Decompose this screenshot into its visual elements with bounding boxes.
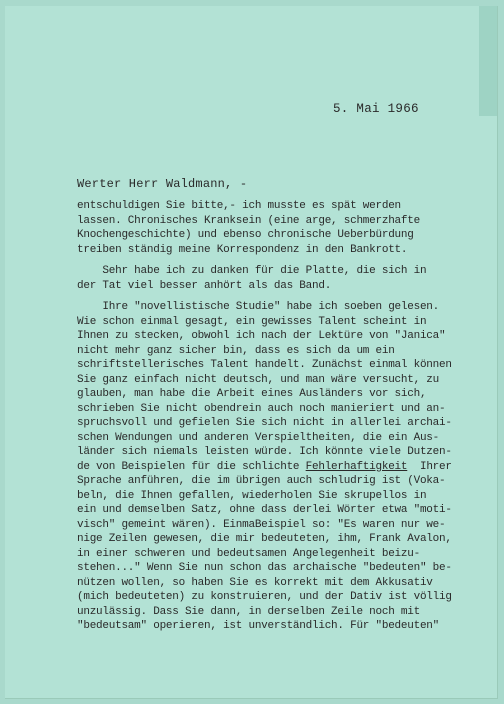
- text-line: Ihnen zu stecken, obwohl ich nach der Lektüre von "Janica": [77, 330, 446, 342]
- text-line: nützen wollen, so haben Sie es korrekt mit dem Akkusativ: [77, 576, 433, 589]
- text-line: Sie ganz einfach nicht deutsch, und man wäre versucht, zu: [77, 373, 440, 386]
- text-line: entschuldigen Sie bitte,- ich musste es spät werden: [77, 200, 401, 212]
- text-line: schen Wendungen und anderen Verspieltheiten, die ein Aus-: [77, 431, 440, 444]
- text-line: (mich bedeuteten) zu konstruieren, und der Dativ ist völlig: [77, 591, 452, 603]
- text-line: der Tat viel besser anhört als das Band.: [77, 279, 332, 292]
- text-line: glauben, man habe die Arbeit eines Ausländers vor sich,: [77, 388, 427, 400]
- text-line: spruchsvoll und gefielen Sie sich nicht in allerlei archai-: [77, 417, 452, 429]
- underlined-word: Fehlerhaftigkeit: [305, 460, 408, 473]
- text-line: schrieben Sie nicht obendrein auch noch manieriert und an-: [77, 402, 446, 415]
- letter-body: [77, 199, 487, 641]
- text-line: Sehr habe ich zu danken für die Platte, die sich in: [77, 265, 427, 277]
- text-line: nige Zeilen gewesen, die mir bedeuteten, ihm, Frank Avalon,: [77, 533, 452, 545]
- letter-date: 5. Mai 1966: [333, 102, 419, 116]
- salutation: Werter Herr Waldmann, -: [77, 177, 248, 191]
- text-line-with-underline: [77, 460, 487, 475]
- text-line: Knochengeschichte) und ebenso chronische Ueberbürdung: [77, 229, 414, 241]
- paragraph-2: [77, 264, 487, 293]
- text-line: Sprache anführen, die im übrigen auch schludrig ist (Voka-: [77, 475, 446, 487]
- text-line: treiben ständig meine Korrespondenz in den Bankrott.: [77, 243, 408, 256]
- text-line: unzulässig. Dass Sie dann, in derselben Zeile noch mit: [77, 605, 420, 618]
- text-line: ein und demselben Satz, ohne dass derlei Wörter etwa "moti-: [77, 504, 452, 516]
- page-edge-tab: [479, 6, 497, 116]
- text-line: schriftstellerisches Talent handelt. Zunächst einmal können: [77, 359, 452, 371]
- text-line: stehen..." Wenn Sie nun schon das archaische "bedeuten" be-: [77, 562, 452, 574]
- letter-page: [5, 6, 498, 699]
- text-line: länder sich niemals leisten würde. Ich könnte viele Dutzen-: [77, 446, 452, 458]
- paragraph-3: [77, 300, 487, 634]
- text-line: lassen. Chronisches Kranksein (eine arge, schmerzhafte: [77, 214, 420, 227]
- paragraph-1: [77, 199, 487, 257]
- text-line: Ihre "novellistische Studie" habe ich soeben gelesen.: [77, 301, 440, 313]
- text-segment: de von Beispielen für die schlichte: [77, 460, 306, 473]
- text-line: "bedeutsam" operieren, ist unverständlich. Für "bedeuten": [77, 620, 440, 632]
- text-line: in einer schweren und bedeutsamen Angelegenheit beizu-: [77, 547, 420, 560]
- text-line: Wie schon einmal gesagt, ein gewisses Talent scheint in: [77, 315, 427, 328]
- text-line: nicht mehr ganz sicher bin, dass es sich da um ein: [77, 344, 395, 357]
- text-line: beln, die Ihnen gefallen, wiederholen Sie skrupellos in: [77, 489, 427, 502]
- text-line: visch" gemeint wären). EinmaBeispiel so: "Es waren nur we-: [77, 518, 446, 531]
- text-segment: Ihrer: [407, 460, 452, 473]
